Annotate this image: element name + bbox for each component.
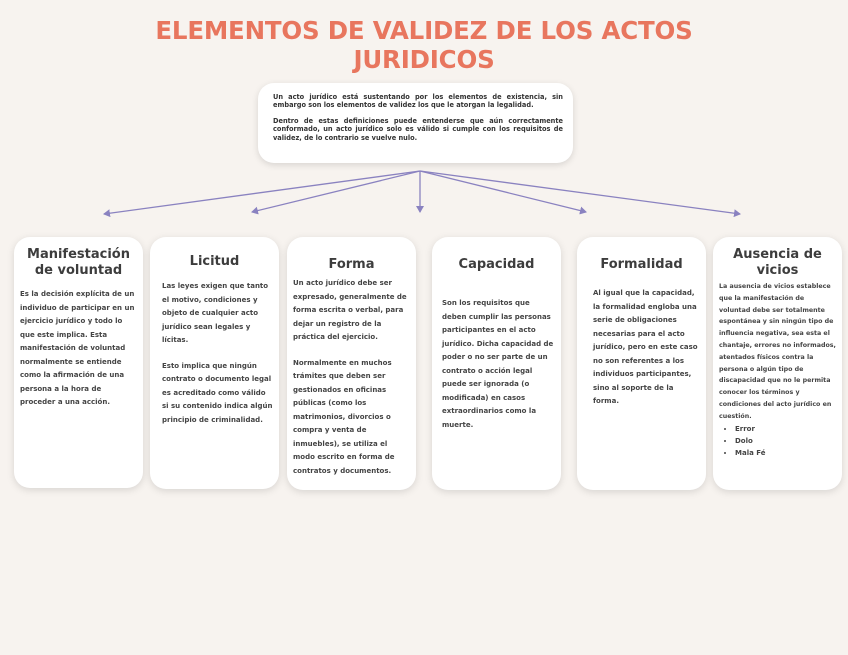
card-text: La ausencia de vicios establece que la manifestación de voluntad debe ser totalmente espontánea y sin ningún tipo de influencia negativa, sea esta el chantaje, errores no informados, atentados físicos contra la persona o algún tipo de discapacidad que no le permita conocer los términos y condiciones del acto jurídico en cuestión. (719, 283, 836, 420)
card-text-1: Las leyes exigen que tanto el motivo, condiciones y objeto de cualquier acto jurídico sean legales y lícitas. (162, 282, 269, 344)
card-title-line-1: Manifestación (27, 247, 130, 262)
card-title: Formalidad (600, 257, 683, 272)
title-line-2: JURIDICOS (353, 45, 495, 74)
arrow-to-capacidad (420, 171, 586, 212)
intro-paragraph-2: Dentro de estas definiciones puede entenderse que aún correctamente conformado, un acto jurídico solo es válido si cumple con los requisitos de validez, de lo contrario se vuelve nulo. (273, 116, 563, 142)
intro-paragraph-1: Un acto jurídico está sustentando por los elementos de existencia, sin embargo son los elementos de validez los que le atorgan la legalidad. (273, 93, 563, 110)
arrow-to-manifestacion (104, 171, 420, 214)
list-item: • Error (735, 423, 836, 435)
card-title: Capacidad (458, 257, 535, 272)
card-title: Forma (328, 257, 375, 272)
card-text-2: Normalmente en muchos trámites que deben ser gestionados en oficinas públicas (como los matrimonios, divorcios o compra y venta de inmuebles), se utiliza el modo escrito en forma de contratos y documentos. (293, 358, 395, 475)
title-line-1: ELEMENTOS DE VALIDEZ DE LOS ACTOS (155, 16, 693, 45)
card-title-line-2: de voluntad (34, 263, 123, 278)
card-text: Al igual que la capacidad, la formalidad engloba una serie de obligaciones necesarias para el acto jurídico, pero en este caso no son referentes a los individuos participantes, sino al soporte de la forma. (593, 289, 698, 405)
card-formalidad (577, 237, 706, 490)
card-forma (287, 237, 416, 490)
list-item: • Mala Fé (735, 447, 836, 459)
card-title-line-2: vicios (756, 263, 799, 278)
card-title: Licitud (189, 254, 240, 269)
card-licitud (150, 237, 279, 489)
list-item: • Dolo (735, 435, 836, 447)
card-text: Es la decisión explícita de un individuo de participar en un ejercicio jurídico y todo lo que este implica. Esta manifestación de voluntad normalmente se entiende como la afirmación de una persona a la hora de proceder a una acción. (20, 290, 135, 406)
card-capacidad (432, 237, 561, 490)
card-text-1: Un acto jurídico debe ser expresado, generalmente de forma escrita o verbal, para dejar un registro de la práctica del ejercicio. (293, 279, 407, 341)
card-text-2: Esto implica que ningún contrato o documento legal es acreditado como válido si su contenido indica algún principio de criminalidad. (162, 361, 273, 424)
card-title (20, 237, 137, 279)
card-text: Son los requisitos que deben cumplir las personas participantes en el acto jurídico. Dicha capacidad de poder o no ser parte de un contrato o acción legal puede ser ignorada (o modificada) en casos extraordinarios como la muerte. (442, 299, 554, 429)
card-title-line-1: Ausencia de (733, 247, 822, 262)
card-ausencia-de-vicios (713, 237, 842, 490)
card-manifestacion-de-voluntad (14, 237, 143, 488)
arrow-to-ausencia (420, 171, 740, 214)
card-title (719, 237, 836, 279)
vicios-list (719, 423, 836, 459)
arrow-to-licitud (252, 171, 420, 212)
